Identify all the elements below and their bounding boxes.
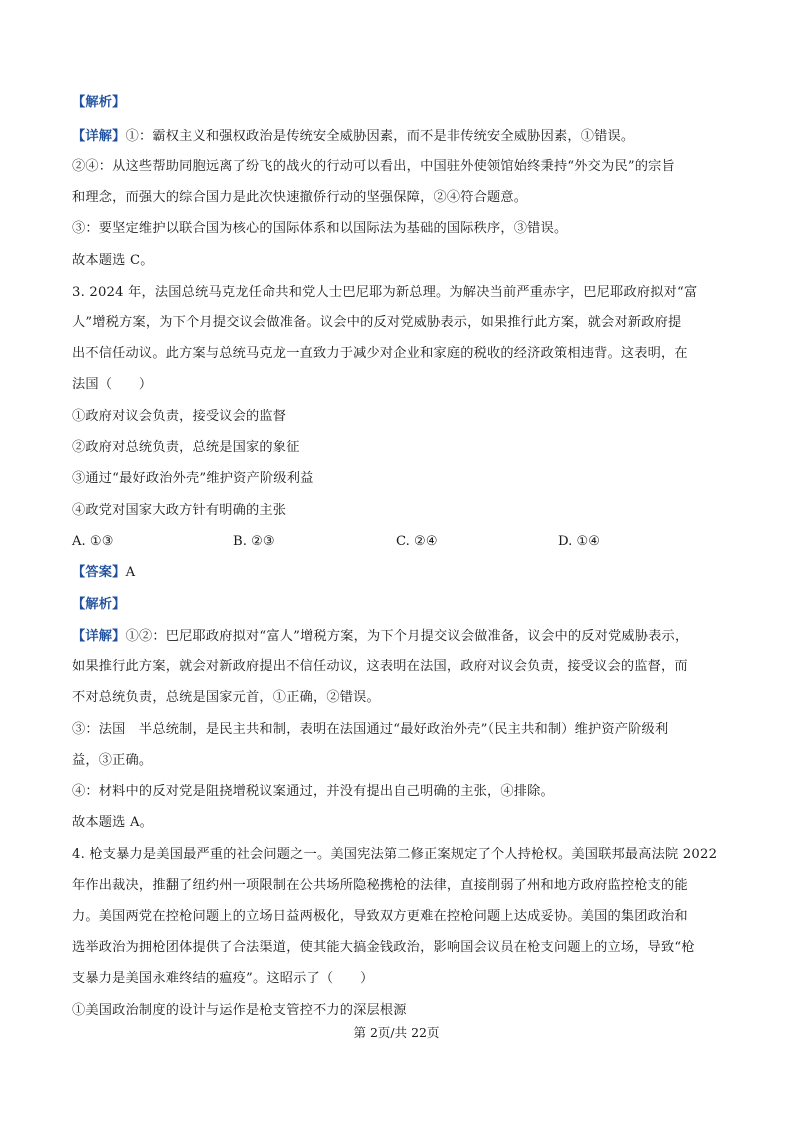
detail-tag: 【详解】 [72,629,126,644]
analysis-tag: 【解析】 [72,597,126,612]
q3-detail-line-5: 益，③正确。 [72,753,153,768]
q3-option-a: A. ①③ [72,534,114,549]
q3-item-1: ①政府对议会负责，接受议会的监督 [72,409,287,424]
q4-stem-line-5: 支暴力是美国永难终结的瘟疫”。这昭示了（ ） [72,971,374,986]
q4-stem-line-3: 力。美国两党在控枪问题上的立场日益两极化，导致双方更难在控枪问题上达成妥协。美国的集团政治和 [72,909,688,924]
q3-stem-line-2: 人”增税方案，为下个月提交议会做准备。议会中的反对党威胁表示，如果推行此方案，就会对新政府提 [72,315,682,330]
q3-stem-line-1: 3. 2024 年，法国总统马克龙任命共和党人士巴尼耶为新总理。为解决当前严重赤字，巴尼耶政府拟对“富 [72,285,698,300]
answer-tag: 【答案】 [72,565,126,580]
q3-item-4: ④政党对国家大政方针有明确的主张 [72,503,287,518]
q2-detail-line-4: ③：要坚定维护以联合国为核心的国际体系和以国际法为基础的国际秩序，③错误。 [72,221,568,236]
q3-detail-line-1 [72,627,722,647]
q3-stem-line-4: 法国（ ） [72,377,153,392]
q2-detail-text-1: ①：霸权主义和强权政治是传统安全威胁因素，而不是非传统安全威胁因素，①错误。 [125,129,635,144]
page-footer: 第 2页/共 22页 [353,1025,440,1040]
q3-item-2: ②政府对总统负责，总统是国家的象征 [72,440,300,455]
q3-option-d: D. ①④ [558,534,601,549]
q2-analysis-heading [72,93,722,113]
q2-detail-line-1 [72,127,722,147]
q3-option-c: C. ②④ [396,534,438,549]
q3-answer [72,563,722,583]
q3-detail-line-4: ③：法国 半总统制，是民主共和制，表明在法国通过“最好政治外壳”（民主共和制）维护资产阶级利 [72,722,669,737]
detail-tag: 【详解】 [72,129,126,144]
q4-stem-line-2: 年作出裁决，推翻了纽约州一项限制在公共场所隐秘携枪的法律，直接削弱了州和地方政府监控枪支的能 [72,878,688,893]
q3-item-3: ③通过“最好政治外壳”维护资产阶级利益 [72,471,314,486]
q3-detail-line-2: 如果推行此方案，就会对新政府提出不信任动议，这表明在法国，政府对议会负责，接受议会的监督，而 [72,659,688,674]
q3-answer-value: A [125,565,136,580]
q3-stem-line-3: 出不信任动议。此方案与总统马克龙一直致力于减少对企业和家庭的税收的经济政策相违背。这表明，在 [72,346,688,361]
q3-option-b: B. ②③ [233,534,275,549]
q4-stem-line-1: 4. 枪支暴力是美国最严重的社会问题之一。美国宪法第二修正案规定了个人持枪权。美国联邦最高法院 2022 [72,847,718,862]
q4-stem-line-4: 选举政治为拥枪团体提供了合法渠道，使其能大搞金钱政治，影响国会议员在枪支问题上的立场，导致“枪 [72,940,695,955]
q2-conclusion: 故本题选 C。 [72,253,154,268]
q3-detail-line-6: ④：材料中的反对党是阻挠增税议案通过，并没有提出自己明确的主张，④排除。 [72,784,554,799]
q2-detail-line-2: ②④：从这些帮助同胞远离了纷飞的战火的行动可以看出，中国驻外使领馆始终秉持“外交为民”的宗旨 [72,159,675,174]
q3-conclusion: 故本题选 A。 [72,815,154,830]
q3-analysis-heading [72,595,722,615]
q3-detail-line-3: 不对总统负责，总统是国家元首，①正确，②错误。 [72,690,380,705]
q2-detail-line-3: 和理念，而强大的综合国力是此次快速撤侨行动的坚强保障，②④符合题意。 [72,190,528,205]
analysis-tag: 【解析】 [72,95,126,110]
q4-item-1: ①美国政治制度的设计与运作是枪支管控不力的深层根源 [72,1003,407,1018]
q3-detail-text-1: ①②：巴尼耶政府拟对“富人”增税方案，为下个月提交议会做准备，议会中的反对党威胁表示， [125,629,689,644]
